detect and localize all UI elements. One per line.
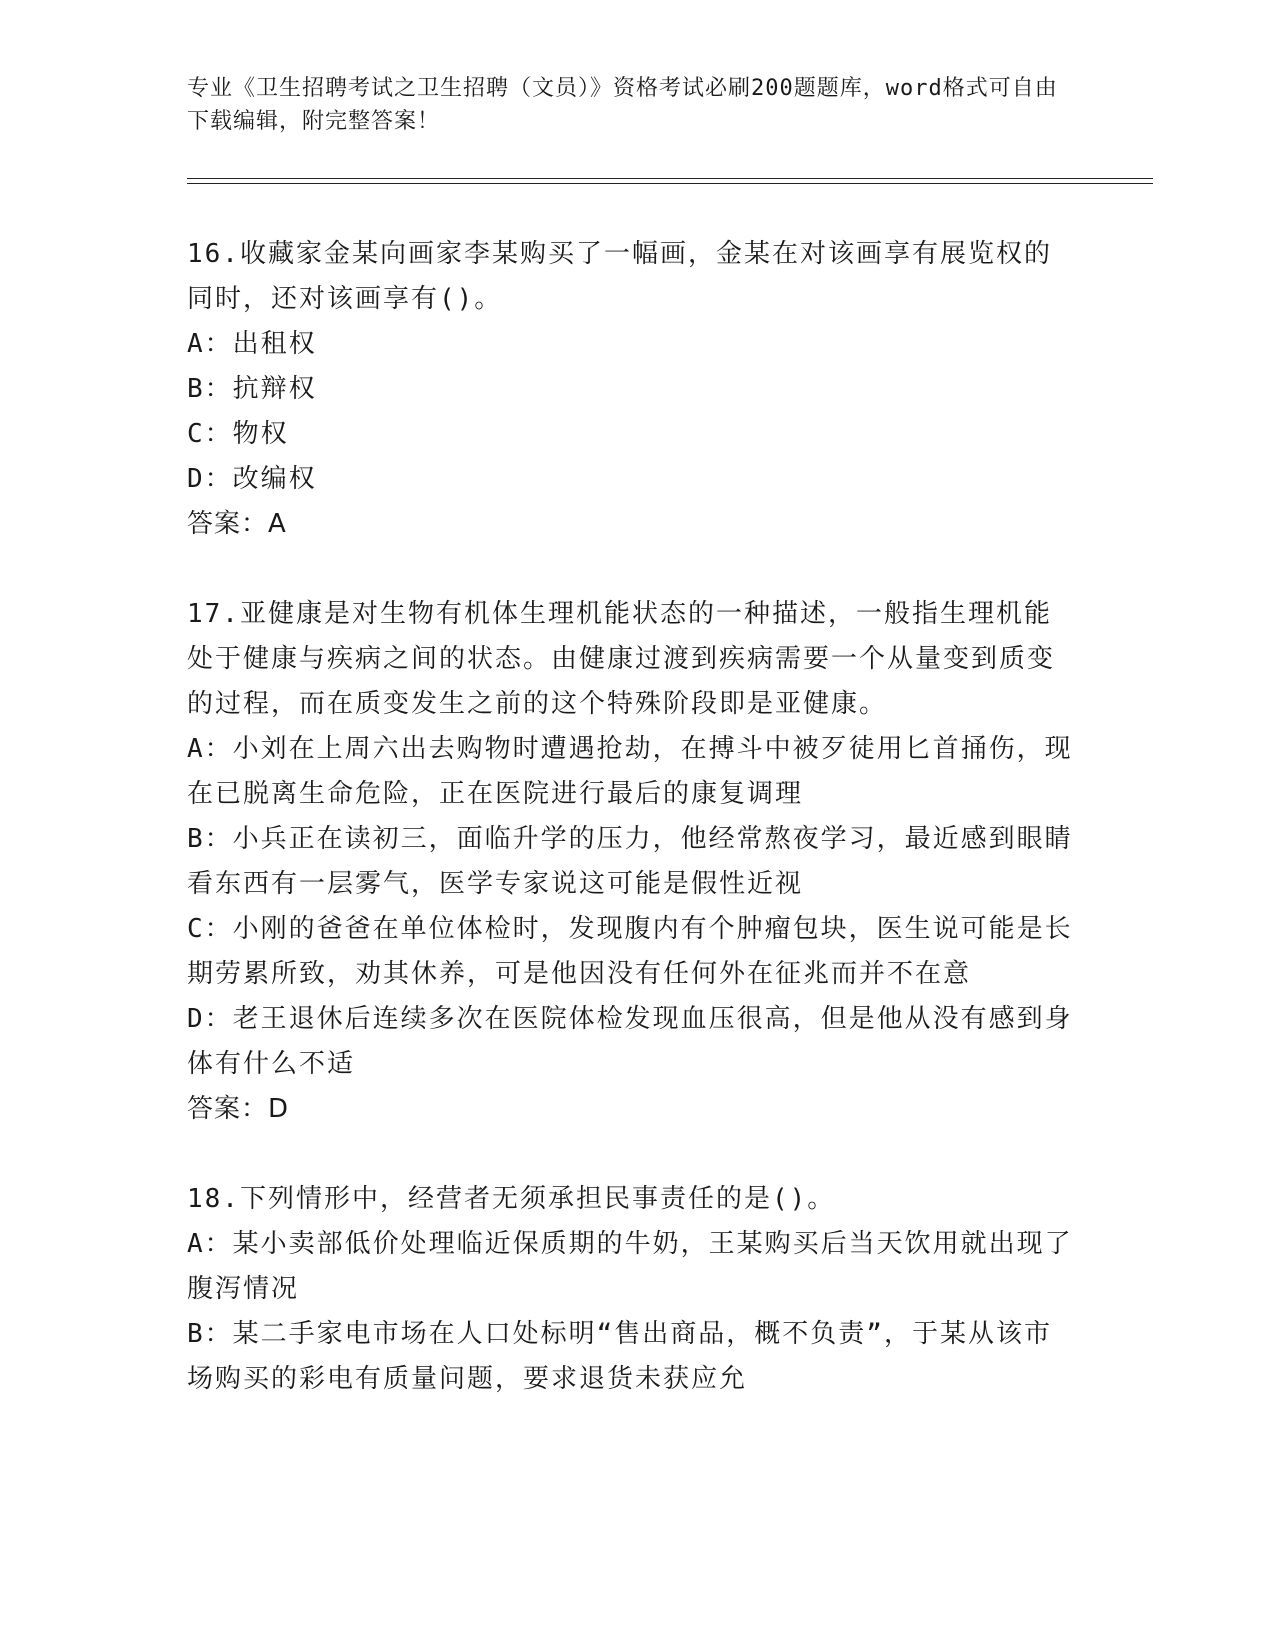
- question-stem: 16.收藏家金某向画家李某购买了一幅画，金某在对该画享有展览权的同时，还对该画享有()。: [187, 239, 1052, 314]
- question-option: C：物权: [187, 419, 289, 449]
- question-item: [187, 592, 1077, 1132]
- document-header-title: 专业《卫生招聘考试之卫生招聘（文员）》资格考试必刷200题题库，word格式可自由下载编辑，附完整答案！: [187, 76, 1058, 134]
- question-item: [187, 232, 1077, 547]
- question-option: B：某二手家电市场在人口处标明“售出商品，概不负责”，于某从该市场购买的彩电有质量问题，要求退货未获应允: [187, 1319, 1052, 1394]
- header-divider: [187, 178, 1153, 184]
- question-option: D：改编权: [187, 464, 317, 494]
- question-stem: 17.亚健康是对生物有机体生理机能状态的一种描述，一般指生理机能处于健康与疾病之间的状态。由健康过渡到疾病需要一个从量变到质变的过程，而在质变发生之前的这个特殊阶段即是亚健康。: [187, 599, 1056, 719]
- question-answer: 答案：D: [187, 1094, 290, 1124]
- question-answer: 答案：A: [187, 509, 287, 539]
- question-option: B：抗辩权: [187, 374, 317, 404]
- question-option: D：老王退休后连续多次在医院体检发现血压很高，但是他从没有感到身体有什么不适: [187, 1004, 1073, 1079]
- question-option: B：小兵正在读初三，面临升学的压力，他经常熬夜学习，最近感到眼睛看东西有一层雾气，医学专家说这可能是假性近视: [187, 824, 1073, 899]
- question-option: C：小刚的爸爸在单位体检时，发现腹内有个肿瘤包块，医生说可能是长期劳累所致，劝其休养，可是他因没有任何外在征兆而并不在意: [187, 914, 1073, 989]
- question-option: A：某小卖部低价处理临近保质期的牛奶，王某购买后当天饮用就出现了腹泻情况: [187, 1229, 1073, 1304]
- question-list: [187, 232, 1077, 1447]
- question-option: A：出租权: [187, 329, 317, 359]
- question-stem: 18.下列情形中，经营者无须承担民事责任的是()。: [187, 1184, 836, 1214]
- question-item: [187, 1177, 1077, 1402]
- question-option: A：小刘在上周六出去购物时遭遇抢劫，在搏斗中被歹徒用匕首捅伤，现在已脱离生命危险，正在医院进行最后的康复调理: [187, 734, 1073, 809]
